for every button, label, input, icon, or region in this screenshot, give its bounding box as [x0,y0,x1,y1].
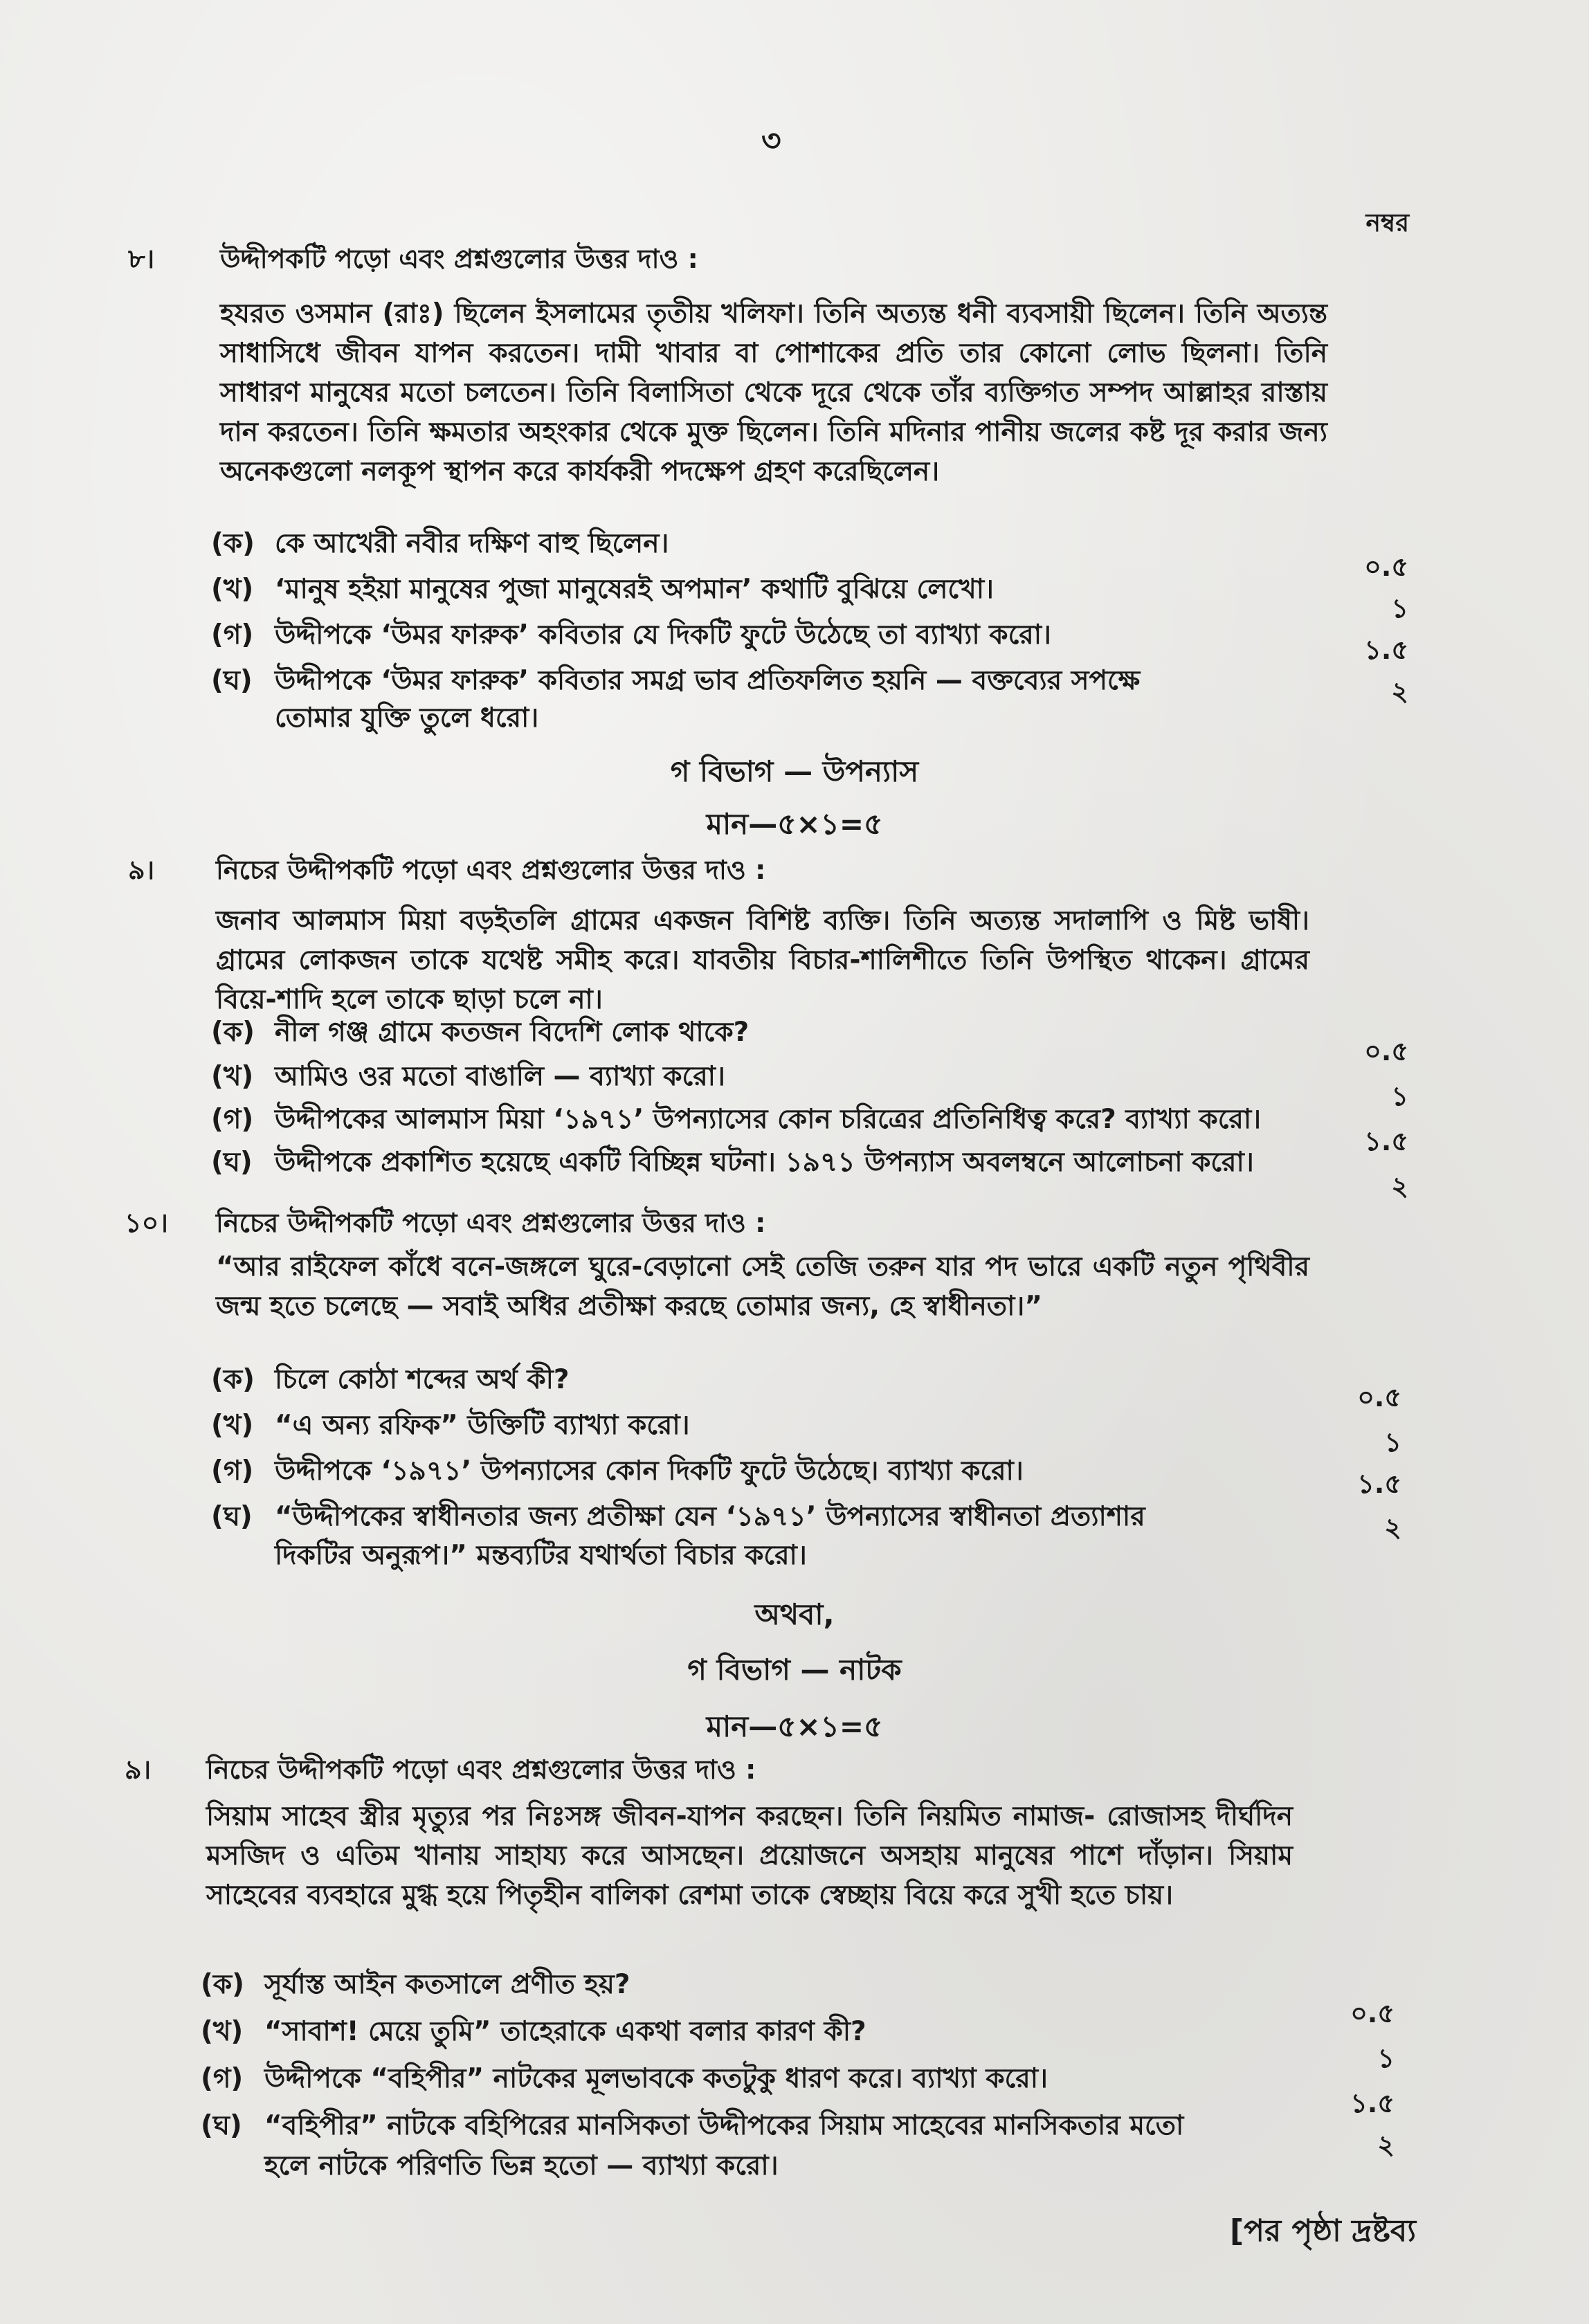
question-10-sub-ka [211,1362,570,1398]
question-9a-number: ৯। [128,855,155,885]
sub-label: (গ) [211,1104,254,1135]
question-10-sub-gha [211,1499,1145,1535]
question-10-sub-gha-line2: দিকটির অনুরূপ।” মন্তব্যটির যথার্থতা বিচার করো। [275,1540,807,1571]
question-8-stimulus: হযরত ওসমান (রাঃ) ছিলেন ইসলামের তৃতীয় খলিফা। তিনি অত্যন্ত ধনী ব্যবসায়ী ছিলেন। তিনি অত্যন্ত সাধাসিধে জীবন যাপন করতেন। দামী খাবার বা পোশাকের প্রতি তার কোনো লোভ ছিলনা। তিনি সাধারণ মানুষের মতো চলতেন। তিনি বিলাসিতা থেকে দূরে থেকে তাঁর ব্যক্তিগত সম্পদ আল্লাহর রাস্তায় দান করতেন। তিনি ক্ষমতার অহংকার থেকে মুক্ত ছিলেন। তিনি মদিনার পানীয় জলের কষ্ট দূর করার জন্য অনেকগুলো নলকূপ স্থাপন করে কার্যকরী পদক্ষেপ গ্রহণ করেছিলেন। [220,298,1327,487]
question-10-sub-kha [211,1408,690,1444]
sub-text: উদ্দীপকে প্রকাশিত হয়েছে একটি বিচ্ছিন্ন ঘটনা। ১৯৭১ উপন্যাস অবলম্বনে আলোচনা করো। [275,1147,1254,1178]
question-8-sub-ka [211,526,669,562]
question-9b-sub-kha [201,2014,866,2050]
mark-9b-gha: ২ [1377,2130,1395,2160]
sub-text: “বহিপীর” নাটকে বহিপিরের মানসিকতা উদ্দীপকের সিয়াম সাহেবের মানসিকতার মতো [264,2110,1184,2141]
question-9a-heading: নিচের উদ্দীপকটি পড়ো এবং প্রশ্নগুলোর উত্তর দাও : [216,855,766,885]
mark-9a-ga: ১.৫ [1364,1126,1408,1156]
sub-label: (গ) [201,2063,244,2094]
sub-label: (গ) [211,619,254,651]
mark-10-ka: ০.৫ [1357,1382,1401,1413]
sub-label: (খ) [201,2016,244,2047]
continued-on-next-page: [পর পৃষ্ঠা দ্রষ্টব্য [1230,2213,1416,2249]
question-10-heading: নিচের উদ্দীপকটি পড়ো এবং প্রশ্নগুলোর উত্তর দাও : [216,1208,766,1238]
sub-label: (ঘ) [201,2110,242,2141]
question-9b-sub-ka [201,1967,630,2003]
question-8-sub-gha-line2: তোমার যুক্তি তুলে ধরো। [275,702,539,734]
marks-column-heading: নম্বর [1365,209,1409,237]
sub-text: কে আখেরী নবীর দক্ষিণ বাহু ছিলেন। [275,528,669,559]
question-10-stimulus: “আর রাইফেল কাঁধে বনে-জঙ্গলে ঘুরে-বেড়ানো সেই তেজি তরুন যার পদ ভারে একটি নতুন পৃথিবীর জন্ম হতে চলেছে — সবাই অধির প্রতীক্ষা করছে তোমার জন্য, হে স্বাধীনতা।” [216,1251,1309,1322]
sub-label: (ক) [211,1364,255,1395]
question-8-number: ৮। [128,244,155,274]
sub-text: উদ্দীপকের আলমাস মিয়া ‘১৯৭১’ উপন্যাসের কোন চরিত্রের প্রতিনিধিত্ব করে? ব্যাখ্যা করো। [275,1104,1262,1135]
sub-text: নীল গঞ্জ গ্রামে কতজন বিদেশি লোক থাকে? [275,1017,750,1048]
question-9a-sub-ka [211,1015,749,1051]
question-9a-sub-kha [211,1059,725,1095]
sub-label: (ক) [211,1017,255,1048]
mark-9b-kha: ১ [1377,2043,1395,2073]
question-9a-sub-gha [211,1145,1254,1181]
mark-9a-ka: ০.৫ [1364,1036,1408,1066]
mark-10-kha: ১ [1384,1427,1401,1458]
question-8-heading: উদ্দীপকটি পড়ো এবং প্রশ্নগুলোর উত্তর দাও : [220,244,698,274]
sub-label: (খ) [211,1061,254,1092]
mark-10-gha: ২ [1384,1512,1401,1543]
question-9b-sub-gha [201,2108,1183,2144]
mark-8-ka: ০.৫ [1364,552,1408,582]
sub-text: উদ্দীপকে ‘উমর ফারুক’ কবিতার যে দিকটি ফুটে উঠেছে তা ব্যাখ্যা করো। [275,619,1051,651]
sub-label: (ক) [211,528,255,559]
question-9b-sub-ga [201,2061,1048,2097]
question-9b-sub-gha-line2: হলে নাটকে পরিণতি ভিন্ন হতো — ব্যাখ্যা করো। [264,2150,779,2181]
question-8-sub-gha [211,663,1140,699]
section-title-novel: গ বিভাগ — উপন্যাস [670,754,919,788]
sub-text: চিলে কোঠা শব্দের অর্থ কী? [275,1364,570,1395]
sub-label: (ঘ) [211,1147,253,1178]
sub-label: (ক) [201,1969,244,2000]
sub-text: ‘মানুষ হইয়া মানুষের পুজা মানুষেরই অপমান’ কথাটি বুঝিয়ে লেখো। [275,574,994,605]
sub-label: (গ) [211,1455,254,1487]
question-8-sub-kha [211,572,994,608]
mark-9a-gha: ২ [1391,1171,1408,1201]
section-marks-novel: মান—৫×১=৫ [706,807,883,841]
sub-text: “উদ্দীপকের স্বাধীনতার জন্য প্রতীক্ষা যেন ‘১৯৭১’ উপন্যাসের স্বাধীনতা প্রত্যাশার [275,1501,1145,1532]
mark-9b-ka: ০.৫ [1350,1998,1395,2028]
mark-9b-ga: ১.৫ [1350,2088,1395,2118]
mark-10-ga: ১.৫ [1357,1469,1401,1499]
sub-label: (ঘ) [211,665,253,696]
sub-text: “এ অন্য রফিক” উক্তিটি ব্যাখ্যা করো। [275,1410,690,1441]
sub-text: উদ্দীপকে “বহিপীর” নাটকের মূলভাবকে কতটুকু ধারণ করে। ব্যাখ্যা করো। [264,2063,1048,2094]
mark-9a-kha: ১ [1391,1081,1408,1111]
sub-text: উদ্দীপকে ‘উমর ফারুক’ কবিতার সমগ্র ভাব প্রতিফলিত হয়নি — বক্তব্যের সপক্ষে [275,665,1141,696]
question-10-sub-ga [211,1453,1024,1489]
question-9b-stimulus: সিয়াম সাহেব স্ত্রীর মৃত্যুর পর নিঃসঙ্গ জীবন-যাপন করছেন। তিনি নিয়মিত নামাজ- রোজাসহ দীর্ঘদিন মসজিদ ও এতিম খানায় সাহায্য করে আসছেন। প্রয়োজনে অসহায় মানুষের পাশে দাঁড়ান। সিয়াম সাহেবের ব্যবহারে মুগ্ধ হয়ে পিতৃহীন বালিকা রেশমা তাকে স্বেচ্ছায় বিয়ে করে সুখী হতে চায়। [206,1801,1293,1911]
sub-text: সূর্যাস্ত আইন কতসালে প্রণীত হয়? [264,1969,630,2000]
question-10-number: ১০। [125,1208,168,1238]
question-8-sub-ga [211,617,1051,653]
mark-8-gha: ২ [1391,676,1408,707]
question-9a-sub-ga [211,1102,1261,1138]
sub-text: “সাবাশ! মেয়ে তুমি” তাহেরাকে একথা বলার কারণ কী? [264,2016,866,2047]
sub-text: উদ্দীপকে ‘১৯৭১’ উপন্যাসের কোন দিকটি ফুটে উঠেছে। ব্যাখ্যা করো। [275,1455,1024,1487]
sub-label: (খ) [211,1410,254,1441]
sub-text: আমিও ওর মতো বাঙালি — ব্যাখ্যা করো। [275,1061,725,1092]
mark-8-kha: ১ [1391,593,1408,624]
question-9a-stimulus: জনাব আলমাস মিয়া বড়ইতলি গ্রামের একজন বিশিষ্ট ব্যক্তি। তিনি অত্যন্ত সদালাপি ও মিষ্ট ভাষী। গ্রামের লোকজন তাকে যথেষ্ট সমীহ করে। যাবতীয় বিচার-শালিশীতে তিনি উপস্থিত থাকেন। গ্রামের বিয়ে-শাদি হলে তাকে ছাড়া চলে না। [216,905,1309,1015]
page-number: ৩ [761,123,781,158]
question-9b-number: ৯। [125,1754,152,1785]
sub-label: (ঘ) [211,1501,253,1532]
question-9b-heading: নিচের উদ্দীপকটি পড়ো এবং প্রশ্নগুলোর উত্তর দাও : [206,1754,756,1785]
or-separator: অথবা, [754,1597,835,1631]
section-title-drama: গ বিভাগ — নাটক [687,1653,902,1687]
section-marks-drama: মান—৫×১=৫ [706,1709,883,1743]
mark-8-ga: ১.৫ [1364,635,1408,665]
sub-label: (খ) [211,574,254,605]
